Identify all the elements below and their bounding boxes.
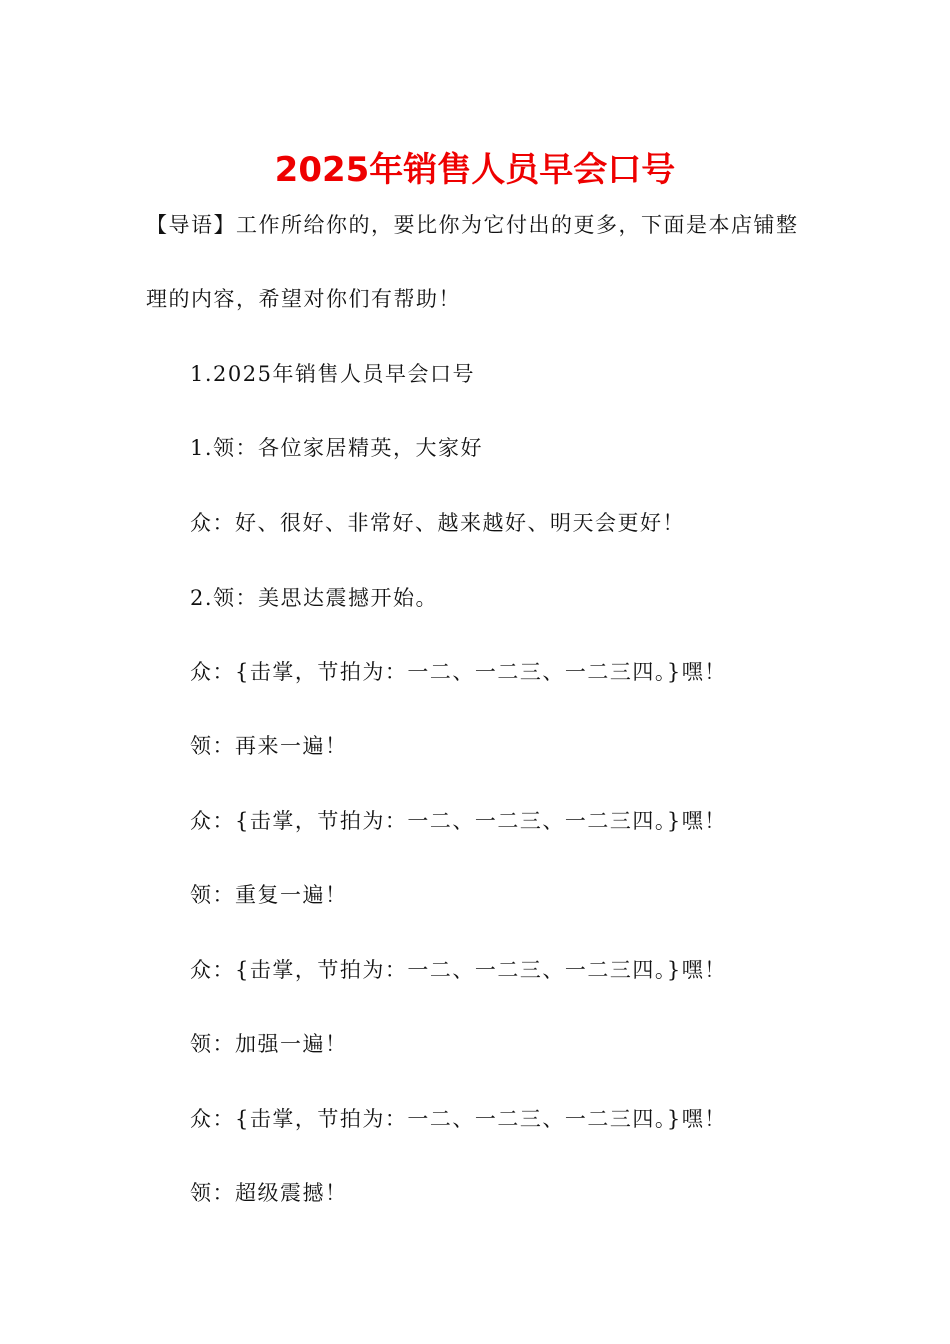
document-title: 2025年销售人员早会口号 bbox=[274, 150, 676, 190]
slogan-line-crowd: 众：{击掌，节拍为：一二、一二三、一二三四。}嘿！ bbox=[190, 958, 727, 982]
slogan-line-lead: 领：超级震撼！ bbox=[190, 1181, 348, 1205]
slogan-line-crowd: 众：{击掌，节拍为：一二、一二三、一二三四。}嘿！ bbox=[190, 660, 727, 684]
slogan-line-lead: 2.领：美思达震撼开始。 bbox=[190, 586, 439, 610]
slogan-line-crowd: 众：{击掌，节拍为：一二、一二三、一二三四。}嘿！ bbox=[190, 1107, 727, 1131]
slogan-line-lead: 领：重复一遍！ bbox=[190, 883, 348, 907]
slogan-line-lead: 领：再来一遍！ bbox=[190, 734, 348, 758]
intro-text-line-2: 理的内容，希望对你们有帮助！ bbox=[146, 287, 461, 311]
slogan-line-crowd: 众：好、很好、非常好、越来越好、明天会更好！ bbox=[190, 511, 685, 535]
section-heading: 1.2025年销售人员早会口号 bbox=[190, 362, 475, 386]
slogan-line-lead: 1.领：各位家居精英，大家好 bbox=[190, 436, 484, 460]
intro-text-line-1: 【导语】工作所给你的，要比你为它付出的更多，下面是本店铺整 bbox=[146, 213, 799, 237]
slogan-line-lead: 领：加强一遍！ bbox=[190, 1032, 348, 1056]
slogan-line-crowd: 众：{击掌，节拍为：一二、一二三、一二三四。}嘿！ bbox=[190, 809, 727, 833]
